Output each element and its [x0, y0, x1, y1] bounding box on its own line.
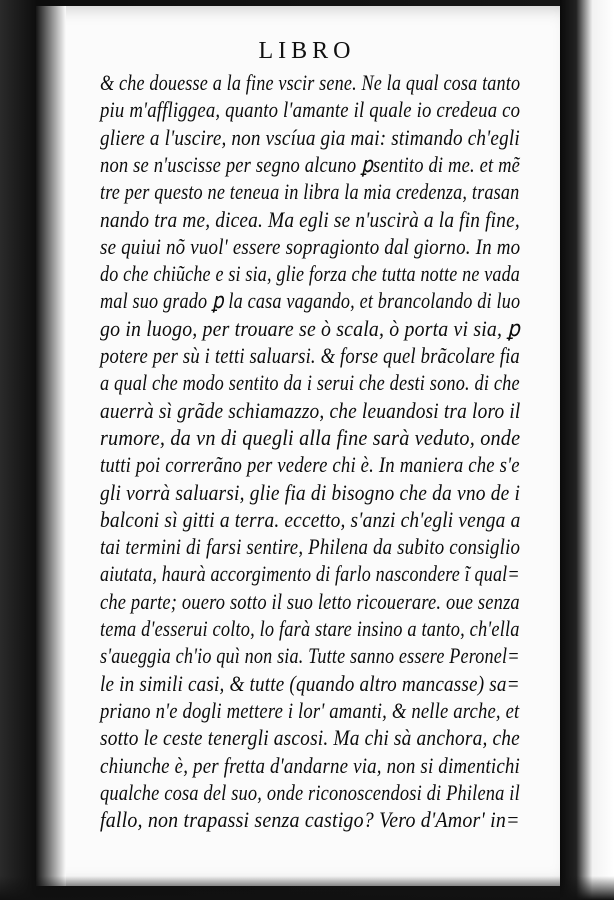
text-line: go in luogo, per trouare se ò scala, ò porta vi sia, ꝑ — [100, 315, 521, 341]
text-line: mal suo grado ꝑ la casa vagando, et brancolando di luo — [100, 288, 521, 314]
text-line: potere per sù i tetti saluarsi. & forse quel brãcolare fia — [100, 343, 520, 368]
text-line: aiutata, haurà accorgimento di farlo nascondere ĩ qual= — [100, 561, 520, 587]
text-line: auerrà sì grãde schiamazzo, che leuandosi tra loro il — [100, 397, 521, 423]
text-line: priano n'e dogli mettere i lor' amanti, & nelle arche, et — [100, 697, 520, 723]
text-line: gliere a l'uscire, non vscíua gia mai: stimando ch'egli — [100, 124, 520, 150]
text-line: tutti poi correrãno per vedere chi è. In maniera che s'e — [100, 452, 520, 478]
text-line: & che douesse a la fine vscir sene. Ne la qual cosa tanto — [100, 70, 521, 95]
running-header: LIBRO — [258, 38, 356, 64]
text-line: chiunche è, per fretta d'andarne via, non si dimentichi — [100, 752, 520, 778]
text-line: nando tra me, dicea. Ma egli se n'uscirà a la fin fine, — [100, 206, 520, 232]
text-line: non se n'uscisse per segno alcuno ꝑsentito di me. et mẽ — [100, 151, 521, 177]
text-line: qualche cosa del suo, onde riconoscendosi di Philena il — [100, 779, 520, 805]
text-line: tre per questo ne teneua in libra la mia credenza, trasan — [100, 179, 520, 205]
text-line: tai termini di farsi sentire, Philena da subito consiglio — [100, 534, 521, 560]
bottom-shadow — [0, 876, 614, 900]
text-line: che parte; ouero sotto il suo letto ricouerare. oue senza — [100, 588, 520, 614]
text-line: do che chiũche e si sia, glie forza che tutta notte ne vada — [100, 261, 521, 287]
text-line: piu m'affliggea, quanto l'amante il quale io credeua co — [100, 97, 521, 123]
text-line: balconi sì gitti a terra. eccetto, s'anzi ch'egli venga a — [100, 506, 521, 532]
text-line: s'aueggia ch'io quì non sia. Tutte sanno essere Peronel= — [100, 643, 520, 669]
text-line: rumore, da vn di quegli alla fine sarà veduto, onde — [100, 424, 521, 450]
text-line: le in simili casi, & tutte (quando altro mancasse) sa= — [100, 670, 520, 696]
text-line: fallo, non trapassi senza castigo? Vero d'Amor' in= — [100, 807, 520, 833]
text-line: sotto le ceste tenergli ascosi. Ma chi sà anchora, che — [100, 725, 520, 751]
adjacent-page-edge — [560, 0, 614, 900]
text-line: a qual che modo sentito da i serui che desti sono. di che — [100, 370, 520, 396]
text-line: se quiui nõ vuol' essere sopragionto dal giorno. In mo — [100, 233, 521, 259]
text-line: tema d'esserui colto, lo farà stare insino a tanto, ch'ella — [100, 616, 520, 641]
text-line: gli vorrà saluarsi, glie fia di bisogno che da vno de i — [100, 479, 521, 505]
page-gutter-shadow — [36, 6, 66, 886]
